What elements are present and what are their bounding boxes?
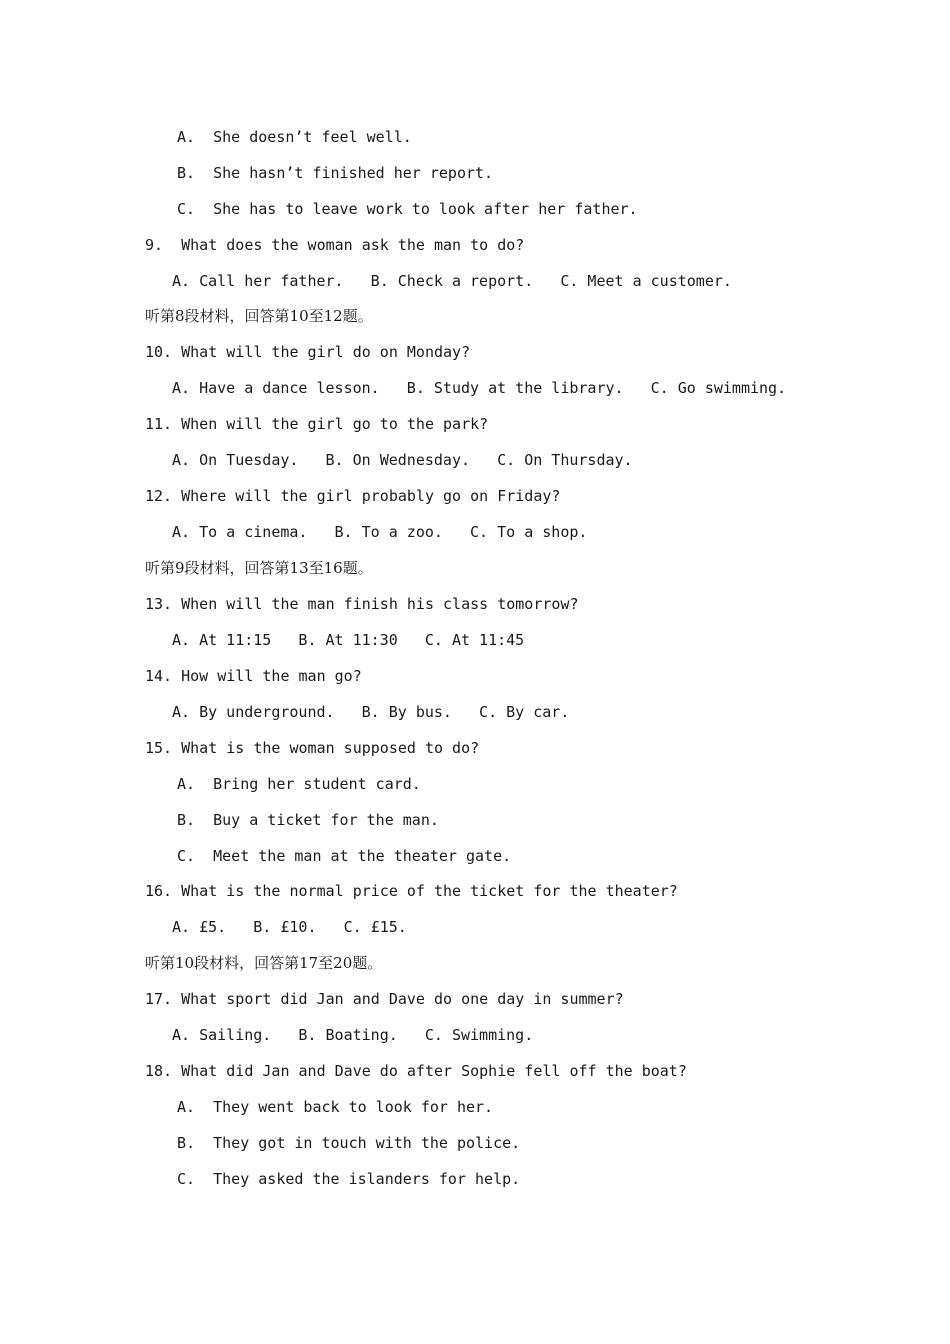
q15-option-a: A. Bring her student card.	[177, 775, 421, 793]
q15-option-b: B. Buy a ticket for the man.	[177, 811, 439, 829]
q10-options: A. Have a dance lesson. B. Study at the library. C. Go swimming.	[172, 379, 787, 397]
q8-option-b: B. She hasn’t finished her report.	[177, 164, 494, 182]
q8-option-a: A. She doesn’t feel well.	[177, 128, 412, 146]
question-13: 13. When will the man finish his class tomorrow?	[145, 595, 579, 613]
q15-option-c: C. Meet the man at the theater gate.	[177, 847, 512, 865]
question-10: 10. What will the girl do on Monday?	[145, 343, 471, 361]
section-heading-8: 听第8段材料，回答第10至12题。	[145, 307, 373, 325]
question-12: 12. Where will the girl probably go on Friday?	[145, 487, 561, 505]
question-16: 16. What is the normal price of the ticket for the theater?	[145, 882, 678, 900]
q18-option-a: A. They went back to look for her.	[177, 1098, 494, 1116]
q11-options: A. On Tuesday. B. On Wednesday. C. On Thursday.	[172, 451, 633, 469]
q18-option-c: C. They asked the islanders for help.	[177, 1170, 521, 1188]
q12-options: A. To a cinema. B. To a zoo. C. To a shop.	[172, 523, 588, 541]
question-17: 17. What sport did Jan and Dave do one day in summer?	[145, 990, 624, 1008]
q17-options: A. Sailing. B. Boating. C. Swimming.	[172, 1026, 534, 1044]
question-9: 9. What does the woman ask the man to do?	[145, 236, 525, 254]
q13-options: A. At 11:15 B. At 11:30 C. At 11:45	[172, 631, 525, 649]
section-heading-10: 听第10段材料，回答第17至20题。	[145, 954, 383, 972]
q8-option-c: C. She has to leave work to look after her father.	[177, 200, 638, 218]
q9-options: A. Call her father. B. Check a report. C. Meet a customer.	[172, 272, 732, 290]
q14-options: A. By underground. B. By bus. C. By car.	[172, 703, 570, 721]
q18-option-b: B. They got in touch with the police.	[177, 1134, 521, 1152]
question-15: 15. What is the woman supposed to do?	[145, 739, 480, 757]
question-11: 11. When will the girl go to the park?	[145, 415, 489, 433]
q16-options: A. £5. B. £10. C. £15.	[172, 918, 407, 936]
section-heading-9: 听第9段材料，回答第13至16题。	[145, 559, 373, 577]
question-18: 18. What did Jan and Dave do after Sophie fell off the boat?	[145, 1062, 687, 1080]
question-14: 14. How will the man go?	[145, 667, 362, 685]
